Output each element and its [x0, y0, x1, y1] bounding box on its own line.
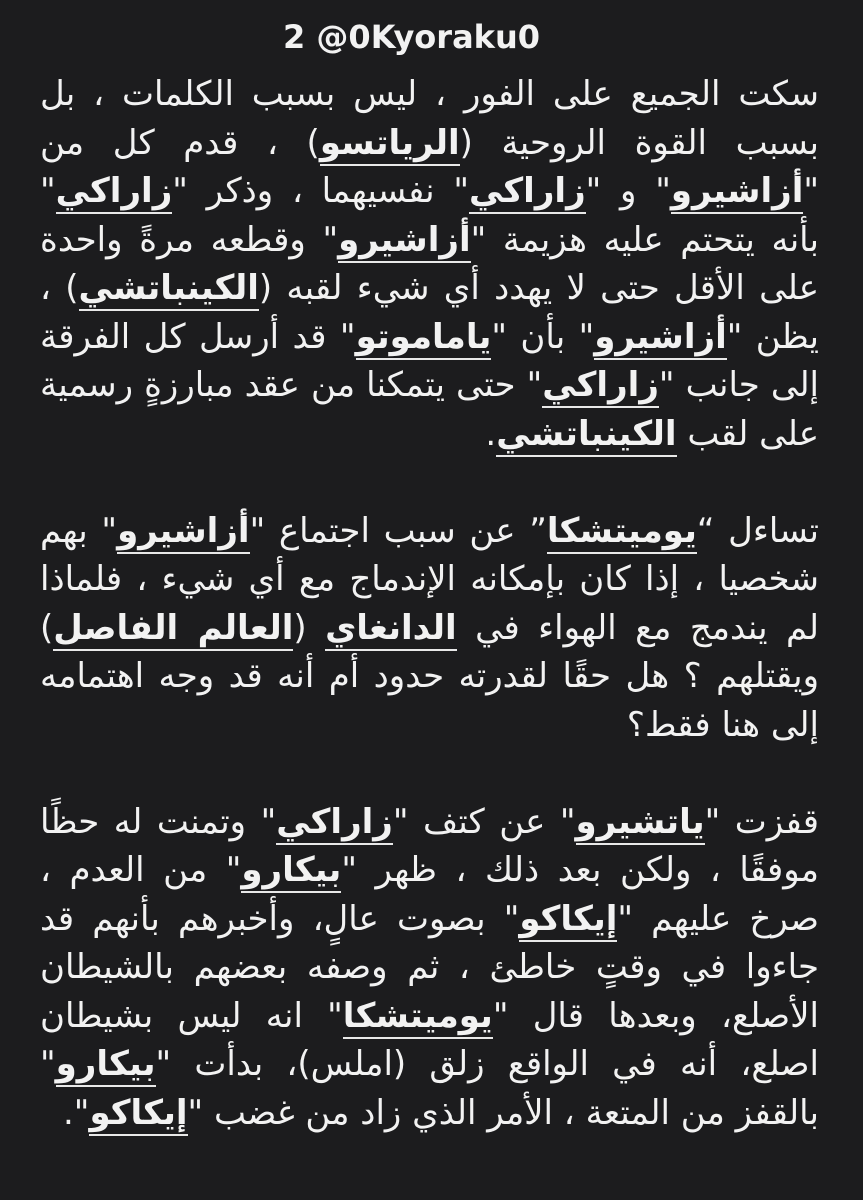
- text-run: " وتمنت له حظًا موفقًا ، ولكن بعد ذلك ، ظهر ": [40, 801, 819, 890]
- text-run: " بهم شخصيا ، إذا كان بإمكانه الإندماج مع أي شيء ، فلماذا لم يندمج مع الهواء في: [40, 510, 819, 648]
- text-run: " نفسيهما ، وذكر ": [172, 171, 470, 211]
- paragraph: [40, 798, 819, 1138]
- text-run: " و ": [585, 171, 671, 211]
- text-run: ".: [62, 1092, 90, 1133]
- article-body: [40, 70, 819, 1137]
- highlighted-name: ياتشيرو: [576, 802, 705, 845]
- highlighted-name: زاراكي: [56, 171, 173, 214]
- text-run: " انه ليس بشيطان اصلع، أنه في الواقع زلق (املس)، بدأت ": [40, 995, 819, 1084]
- paragraph: [40, 507, 819, 750]
- text-run: ) ، قدم كل من ": [40, 122, 819, 211]
- highlighted-name: أزاشيرو: [594, 317, 726, 360]
- highlighted-name: الدانغاي: [325, 608, 457, 651]
- highlighted-name: أزاشيرو: [117, 511, 249, 554]
- highlighted-name: يوميتشكا: [343, 996, 493, 1039]
- highlighted-name: إيكاكو: [519, 899, 617, 942]
- text-run: " بالقفز من المتعة ، الأمر الذي زاد من غضب ": [40, 1044, 819, 1133]
- text-run: تساءل “: [696, 510, 820, 551]
- highlighted-name: أزاشيرو: [338, 220, 470, 263]
- highlighted-name: زاراكي: [276, 802, 393, 845]
- highlighted-name: الكينباتشي: [79, 268, 259, 311]
- text-run: " بصوت عالٍ، وأخبرهم بأنهم قد جاءوا في وقتٍ خاطئ ، ثم وصفه بعضهم بالشيطان الأصلع، وبعدها قال ": [40, 898, 820, 1036]
- text-run: " قد أرسل كل الفرقة إلى جانب ": [40, 316, 820, 405]
- paragraph: [40, 70, 819, 458]
- text-run: ) ، يظن ": [40, 268, 819, 357]
- highlighted-name: الرياتسو: [320, 123, 460, 166]
- highlighted-name: العالم الفاصل: [53, 608, 293, 651]
- text-run: ) ويقتلهم ؟ هل حقًا لقدرته حدود أم أنه قد وجه اهتمامه إلى هنا فقط؟: [40, 607, 819, 745]
- highlighted-name: ياماموتو: [356, 317, 492, 360]
- text-run: " بأنه يتحتم عليه هزيمة ": [40, 171, 819, 260]
- text-run: " حتى يتمكنا من عقد مبارزةٍ رسمية على لقب: [40, 365, 819, 454]
- highlighted-name: بيكارو: [56, 1044, 156, 1087]
- highlighted-name: الكينباتشي: [496, 414, 676, 457]
- highlighted-name: زاراكي: [469, 171, 586, 214]
- highlighted-name: إيكاكو: [89, 1093, 187, 1136]
- highlighted-name: يوميتشكا: [547, 511, 697, 554]
- text-run: (: [293, 607, 326, 648]
- text-run: سكت الجميع على الفور ، ليس بسبب الكلمات ، بل بسبب القوة الروحية (: [40, 74, 820, 163]
- text-run: " عن كتف ": [392, 801, 576, 842]
- text-run: .: [485, 413, 497, 454]
- highlighted-name: بيكارو: [241, 850, 341, 893]
- highlighted-name: زاراكي: [542, 365, 659, 408]
- highlighted-name: أزاشيرو: [671, 171, 803, 214]
- text-run: " وقطعه مرةً واحدة على الأقل حتى لا يهدد أي شيء لقبه (: [40, 219, 820, 308]
- text-run: " من العدم ، صرخ عليهم ": [40, 850, 819, 939]
- text-run: قفزت ": [704, 801, 819, 842]
- page-title: 2 @0Kyoraku0: [283, 18, 540, 56]
- text-run: " بأن ": [491, 316, 595, 357]
- text-run: ” عن سبب اجتماع ": [249, 510, 547, 551]
